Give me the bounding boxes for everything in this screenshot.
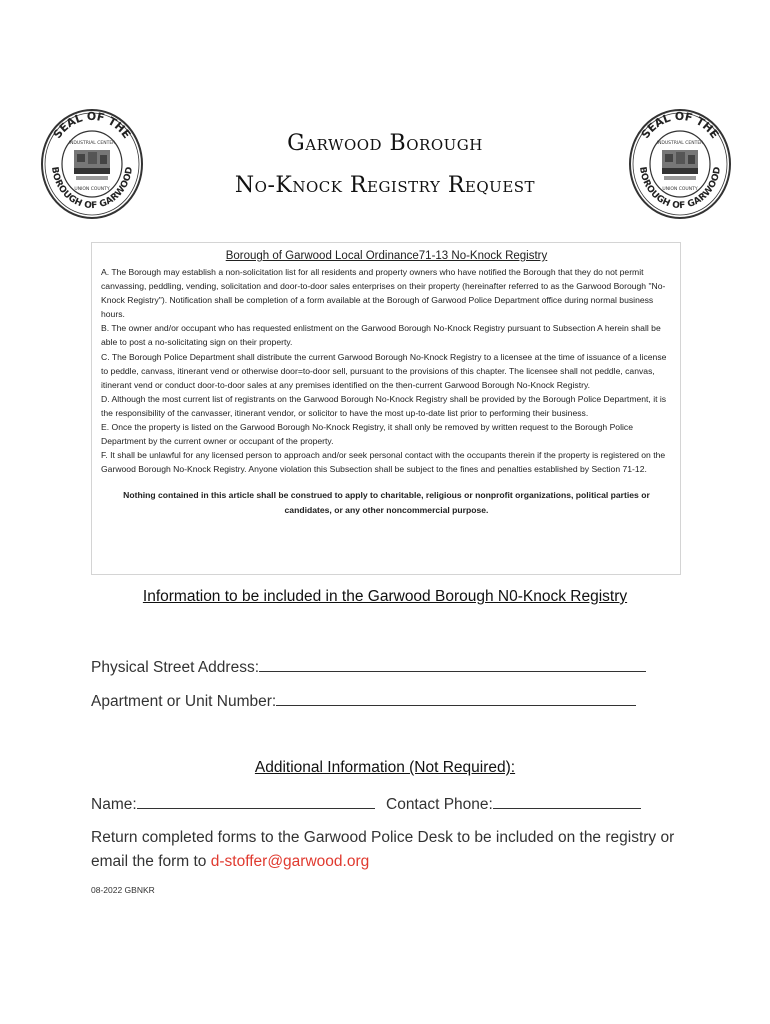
svg-text:UNION COUNTY: UNION COUNTY <box>74 187 110 192</box>
unit-number-field[interactable] <box>91 691 636 711</box>
form-code: 08-2022 GBNKR <box>91 885 155 895</box>
page-title: Garwood Borough <box>287 131 483 156</box>
return-instructions <box>91 826 701 874</box>
ordinance-heading: Borough of Garwood Local Ordinance71-13 No-Knock Registry <box>225 250 548 262</box>
borough-seal-left <box>40 108 144 220</box>
contact-phone-label: Contact Phone: <box>386 796 493 813</box>
unit-number-blank[interactable] <box>276 691 636 706</box>
ordinance-clause-b: B. The owner and/or occupant who has requested enlistment on the Garwood Borough No-Knock Registry pursuant to Subsection A herein shall be able to post a no-solicitating sign on their property. <box>101 323 661 348</box>
street-address-blank[interactable] <box>259 657 646 672</box>
name-label: Name: <box>91 796 137 813</box>
street-address-label: Physical Street Address: <box>91 659 259 676</box>
ordinance-clause-f: F. It shall be unlawful for any licensed person to approach and/or seek personal contact with the occupants therein if the property is registered on the Garwood Borough No-Knock Registry. Anyone violation this Subsection shall be subject to the fines and penalties established by Section 71-12. <box>101 450 666 475</box>
svg-text:BOROUGH OF GARWOOD: BOROUGH OF GARWOOD <box>49 166 136 212</box>
svg-text:SEAL OF THE: SEAL OF THE <box>638 109 722 141</box>
svg-text:INDUSTRIAL CENTER: INDUSTRIAL CENTER <box>68 141 116 146</box>
ordinance-clause-a: A. The Borough may establish a non-solicitation list for all residents and property owners who have notified the Borough that they do not permit canvassing, peddling, vending, solicitation and door-to-door sales enterprises on their property (hereinafter referred to as the Garwood Borough "No-Knock Registry"). Notification shall be completion of a form available at the Borough of Garwood Police Department office during normal business hours. <box>101 267 666 320</box>
name-blank[interactable] <box>137 794 375 809</box>
borough-seal-right <box>628 108 732 220</box>
ordinance-clause-c: C. The Borough Police Department shall distribute the current Garwood Borough No-Knock Registry to a licensee at the time of issuance of a license to peddle, canvass, itinerant vend or otherwise door=to-door sell, pursuant to the provisions of this chapter. The licensee shall not peddle, canvas, itinerant vend or conduct door-to-door sales at any premises identified on the then-current Garwood Borough No-Knock Registry. <box>101 351 667 390</box>
svg-text:UNION COUNTY: UNION COUNTY <box>662 187 698 192</box>
additional-info-heading: Additional Information (Not Required): <box>254 759 516 776</box>
ordinance-box <box>91 242 681 575</box>
page-subtitle: No-Knock Registry Request <box>234 173 536 198</box>
name-field[interactable] <box>91 794 375 814</box>
unit-number-label: Apartment or Unit Number: <box>91 693 277 710</box>
ordinance-clause-e: E. Once the property is listed on the Garwood Borough No-Knock Registry, it shall only be removed by written request to the Borough Police Department by the current owner or occupant of the property. <box>101 422 633 447</box>
street-address-field[interactable] <box>91 657 646 677</box>
registry-info-heading: Information to be included in the Garwood Borough N0-Knock Registry <box>142 588 628 605</box>
contact-phone-field[interactable] <box>386 794 641 814</box>
svg-text:SEAL OF THE: SEAL OF THE <box>50 109 134 141</box>
contact-phone-blank[interactable] <box>493 794 641 809</box>
svg-text:BOROUGH OF GARWOOD: BOROUGH OF GARWOOD <box>637 166 724 212</box>
ordinance-disclaimer: Nothing contained in this article shall be construed to apply to charitable, religious or nonprofit organizations, political parties or candidates, or any other noncommercial purpose. <box>123 490 650 515</box>
svg-text:INDUSTRIAL CENTER: INDUSTRIAL CENTER <box>656 141 704 146</box>
ordinance-clause-d: D. Although the most current list of registrants on the Garwood Borough No-Knock Registry shall be provided by the Borough Police Department, it is the responsibility of the canvasser, itinerant vendor, or solicitor to have the most up-to-date list prior to performing their business. <box>101 393 667 418</box>
return-instructions-text: Return completed forms to the Garwood Police Desk to be included on the registry or email the form to <box>91 829 675 870</box>
email-link[interactable]: d-stoffer@garwood.org <box>210 853 370 870</box>
